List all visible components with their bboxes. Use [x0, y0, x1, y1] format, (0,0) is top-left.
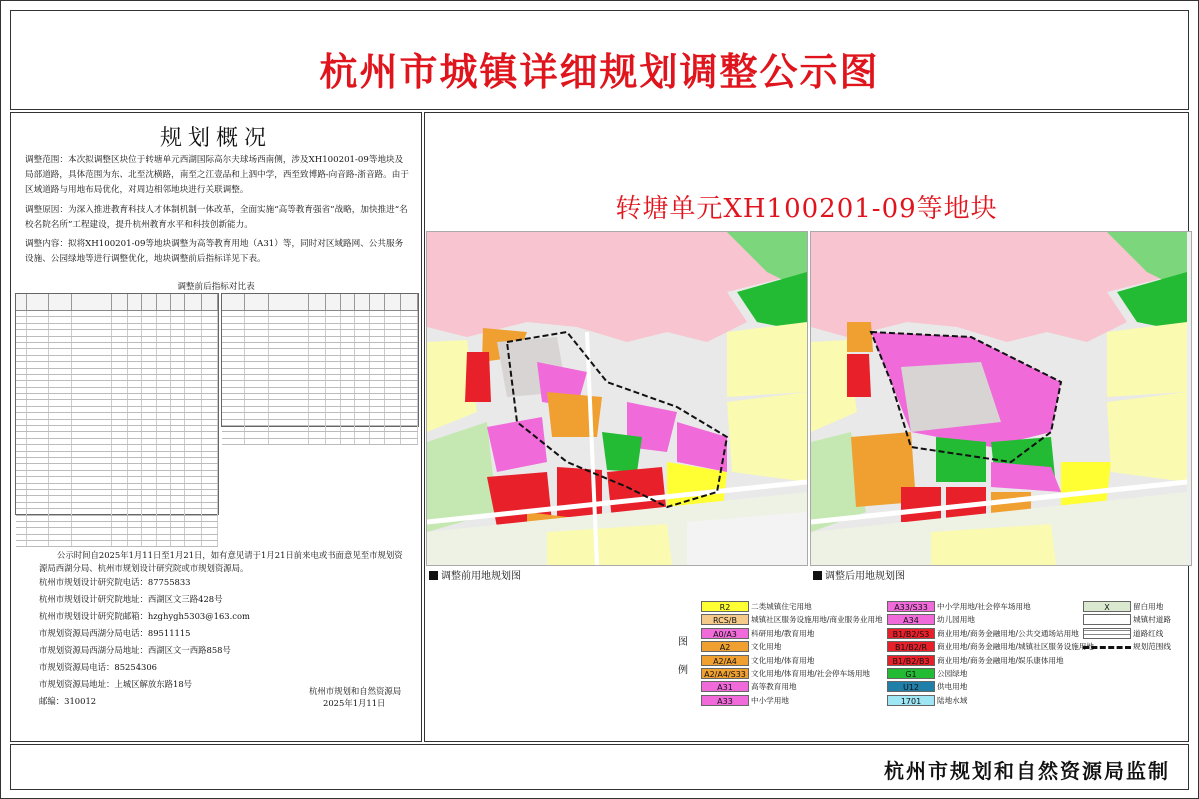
- content-paragraph: 调整内容：拟将XH100201-09等地块调整为高等教育用地（A31）等，同时对区域路网、公共服务设施、公园绿地等进行调整优化，地块调整前后指标详见下表。: [25, 239, 404, 264]
- footer-text: 杭州市规划和自然资源局监制: [884, 759, 1170, 783]
- legend-text: 城镇村道路: [1133, 615, 1171, 625]
- contact-line: 杭州市规划设计研究院邮箱：hzghygh5303@163.com: [39, 611, 250, 621]
- legend-swatch: X: [1083, 601, 1131, 612]
- legend-text: 商业用地/商务金融用地/城镇社区服务设施用地: [937, 642, 1094, 652]
- legend-swatch: B1/B2/S3: [887, 628, 935, 639]
- tables-title: 调整前后指标对比表: [177, 282, 255, 292]
- legend-text: 道路红线: [1133, 628, 1164, 638]
- legend-text: 幼儿园用地: [937, 615, 975, 625]
- legend-text: 文化用地/体育用地/社会停车场用地: [751, 669, 871, 678]
- legend-text: 留白用地: [1133, 602, 1164, 611]
- legend-text: 城镇社区服务设施用地/商业服务业用地: [751, 615, 883, 625]
- legend-text: 中小学用地: [751, 695, 789, 705]
- scope-paragraph: 调整范围：本次拟调整区块位于转塘单元西湖国际高尔夫球场西南侧，涉及XH100201-09等地块及局部道路，具体范围为东、北至沈横路，南至之江壹品和上泗中学，西至致博路-向音路-浙音路。由于区域道路与用地布局优化，对周边相邻地块进行关联调整。: [25, 155, 409, 195]
- reason-paragraph: 调整原因：为深入推进教育科技人才体制机制一体改革，全面实施“高等教育强省”战略，加快推进“名校名院名所”工程建设，提升杭州教育水平和科技创新能力。: [25, 205, 408, 230]
- contact-line: 杭州市规划设计研究院电话：87755833: [39, 577, 191, 587]
- contact-line: 杭州市规划设计研究院地址：西湖区文三路428号: [39, 594, 223, 604]
- legend-swatch: A34: [887, 614, 935, 625]
- legend-swatch: RCS/B: [701, 614, 749, 625]
- legend-label-top: 图: [678, 637, 688, 648]
- legend-swatch: G1: [887, 668, 935, 679]
- overview-title: 规划概况: [159, 126, 272, 151]
- legend-swatch: A33/S33: [887, 601, 935, 612]
- legend-text: 公园绿地: [937, 669, 968, 678]
- legend-swatch: R2: [701, 601, 749, 612]
- contact-line: 市规划资源局地址：上城区解放东路18号: [39, 679, 193, 689]
- legend-swatch: A0/A3: [701, 628, 749, 639]
- contact-line: 市规划资源局西湖分局电话：89511115: [39, 628, 191, 638]
- legend-text: 商业用地/商务金融用地/娱乐康体用地: [937, 655, 1064, 665]
- legend-swatch: [1083, 646, 1131, 649]
- plan-panel: [424, 112, 1189, 742]
- legend-swatch: A33: [701, 695, 749, 706]
- legend-text: 中小学用地/社会停车场用地: [937, 602, 1031, 611]
- signature-org: 杭州市规划和自然资源局: [309, 686, 402, 696]
- legend-text: 规划范围线: [1133, 642, 1171, 652]
- after-indicator-table: [221, 293, 419, 427]
- footer-band: [10, 744, 1189, 790]
- before-land-use-map: [426, 231, 808, 566]
- legend-swatch: A2: [701, 641, 749, 652]
- notice-text: 公示时间自2025年1月11日至1月21日，如有意见请于1月21日前来电或书面意见至市规划资源局西湖分局、杭州市规划设计研究院或市规划资源局。: [39, 550, 403, 573]
- legend-text: 文化用地: [751, 642, 782, 652]
- page-title: 杭州市城镇详细规划调整公示图: [319, 50, 880, 94]
- after-map-caption: 调整后用地规划图: [813, 567, 905, 582]
- legend-swatch: U12: [887, 681, 935, 692]
- contact-line: 邮编：310012: [39, 696, 97, 706]
- legend-text: 陆地水域: [937, 695, 968, 705]
- legend-swatch: [1083, 614, 1131, 625]
- contact-line: 市规划资源局电话：85254306: [39, 662, 158, 672]
- caption-square-icon: [813, 571, 822, 580]
- legend-text: 二类城镇住宅用地: [751, 602, 812, 611]
- table-row: [16, 541, 218, 547]
- legend-label-bottom: 例: [678, 665, 688, 676]
- signature-date: 2025年1月11日: [323, 698, 386, 708]
- legend-swatch: A31: [701, 681, 749, 692]
- legend-text: 文化用地/体育用地: [751, 655, 815, 665]
- legend-text: 供电用地: [937, 682, 968, 692]
- plan-title: 转塘单元XH100201-09等地块: [615, 194, 998, 224]
- table-row: [222, 439, 418, 445]
- contact-line: 市规划资源局西湖分局地址：西湖区文一西路858号: [39, 645, 231, 655]
- legend-text: 科研用地/教育用地: [751, 628, 815, 638]
- legend-text: 高等教育用地: [751, 682, 797, 692]
- legend-text: 商业用地/商务金融用地/公共交通场站用地: [937, 628, 1079, 638]
- legend-swatch: A2/A4: [701, 655, 749, 666]
- caption-square-icon: [429, 571, 438, 580]
- before-indicator-table: [15, 293, 219, 515]
- legend-swatch: B1/B2/R: [887, 641, 935, 652]
- overview-panel: [10, 112, 422, 742]
- legend-swatch: [1083, 628, 1131, 639]
- legend-swatch: 1701: [887, 695, 935, 706]
- legend-swatch: B1/B2/B3: [887, 655, 935, 666]
- before-map-caption: 调整前用地规划图: [429, 567, 521, 582]
- title-band: [10, 10, 1189, 110]
- after-land-use-map: [810, 231, 1192, 566]
- legend-swatch: A2/A4/S33: [701, 668, 749, 679]
